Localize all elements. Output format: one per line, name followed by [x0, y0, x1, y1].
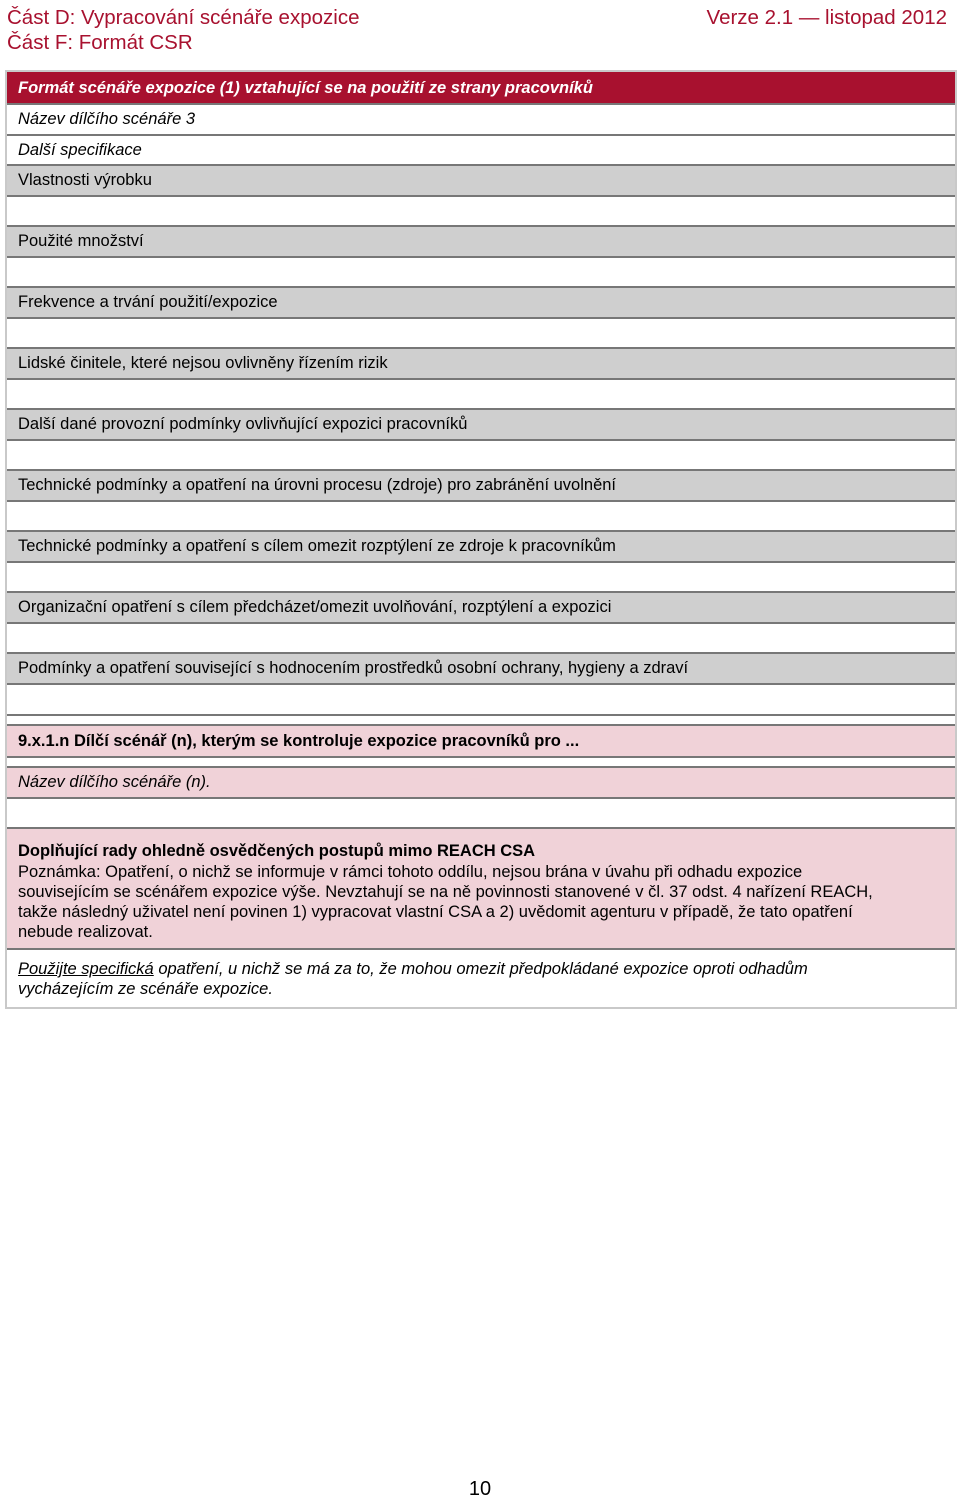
section-label: Další dané provozní podmínky ovlivňující expozici pracovníků — [7, 410, 955, 441]
section-label: Technické podmínky a opatření s cílem omezit rozptýlení ze zdroje k pracovníkům — [7, 532, 955, 563]
row-spacer — [7, 758, 955, 768]
specific-measures-emphasis: Použijte specifická — [18, 960, 154, 978]
section-input-cell[interactable] — [7, 197, 955, 228]
specific-measures-text — [7, 950, 955, 1007]
subscenario-name: Název dílčího scénáře 3 — [7, 105, 955, 136]
section-label: Podmínky a opatření související s hodnocením prostředků osobní ochrany, hygieny a zdraví — [7, 654, 955, 685]
specific-measures-line: vycházejícím ze scénáře expozice. — [18, 980, 273, 998]
section-input-cell[interactable] — [7, 624, 955, 655]
section-input-cell[interactable] — [7, 319, 955, 350]
header-part-d: Část D: Vypracování scénáře expozice — [7, 6, 360, 29]
note-text-line: takže následný uživatel není povinen 1) vypracovat vlastní CSA a 2) uvědomit agenturu v případě, že tato opatření — [18, 903, 853, 921]
further-specification: Další specifikace — [7, 136, 955, 167]
page-header — [7, 5, 947, 55]
page-number: 10 — [468, 1478, 492, 1500]
specific-measures-line — [18, 959, 944, 979]
specific-measures-rest: opatření, u nichž se má za to, že mohou omezit předpokládané expozice oproti odhadům — [153, 960, 808, 978]
subscenario-n-name: Název dílčího scénáře (n). — [7, 768, 955, 799]
subscenario-n-input-cell[interactable] — [7, 799, 955, 830]
table-title: Formát scénáře expozice (1) vztahující se na použití ze strany pracovníků — [7, 72, 955, 105]
section-label: Použité množství — [7, 227, 955, 258]
section-label: Frekvence a trvání použití/expozice — [7, 288, 955, 319]
section-label: Vlastnosti výrobku — [7, 166, 955, 197]
subscenario-n-heading: 9.x.1.n Dílčí scénář (n), kterým se kontroluje expozice pracovníků pro ... — [7, 726, 955, 758]
section-input-cell[interactable] — [7, 563, 955, 594]
best-practice-note — [7, 829, 955, 950]
header-part-f: Část F: Formát CSR — [7, 31, 193, 54]
note-title: Doplňující rady ohledně osvědčených postupů mimo REACH CSA — [18, 842, 536, 860]
section-label: Technické podmínky a opatření na úrovni procesu (zdroje) pro zabránění uvolnění — [7, 471, 955, 502]
section-input-cell[interactable] — [7, 441, 955, 472]
section-input-cell[interactable] — [7, 380, 955, 411]
section-input-cell[interactable] — [7, 502, 955, 533]
section-input-cell[interactable] — [7, 258, 955, 289]
section-label: Organizační opatření s cílem předcházet/omezit uvolňování, rozptýlení a expozici — [7, 593, 955, 624]
note-text-line: souvisejícím se scénářem expozice výše. Nevztahují se na ně povinnosti stanovené v čl. 37 odst. 4 nařízení REACH, — [18, 883, 873, 901]
row-spacer — [7, 716, 955, 726]
section-label: Lidské činitele, které nejsou ovlivněny řízením rizik — [7, 349, 955, 380]
note-text-line: Poznámka: Opatření, o nichž se informuje v rámci tohoto oddílu, nejsou brána v úvahu při odhadu expozice — [18, 863, 803, 881]
note-text-line: nebude realizovat. — [18, 923, 153, 941]
header-version: Verze 2.1 — listopad 2012 — [706, 6, 947, 29]
exposure-scenario-table — [5, 70, 957, 1009]
section-input-cell[interactable] — [7, 685, 955, 716]
